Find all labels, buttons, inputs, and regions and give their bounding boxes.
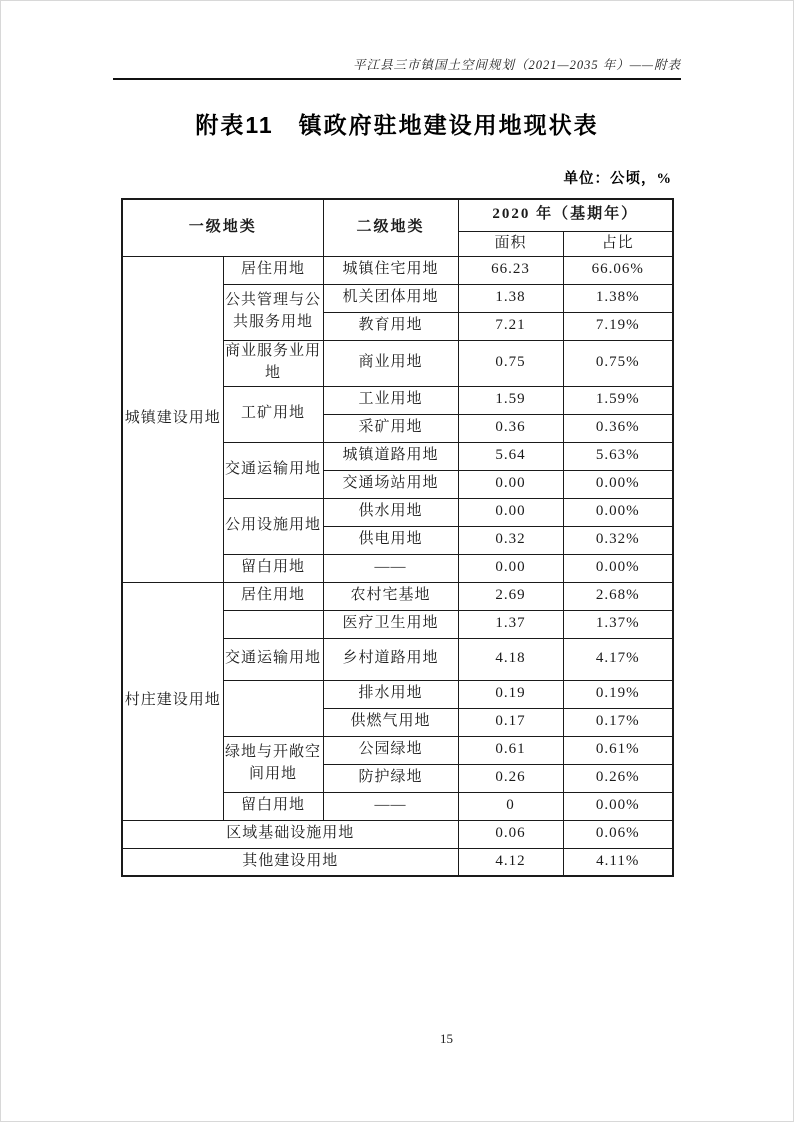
area-cell: 0.00 [458,470,563,498]
summary-label-cell: 区域基础设施用地 [122,820,458,848]
page-title: 附表11 镇政府驻地建设用地现状表 [195,112,599,138]
l2-category-cell: 交通运输用地 [223,638,323,680]
ratio-cell: 4.11% [563,848,673,876]
l2-category-cell: 工矿用地 [223,386,323,442]
l3-category-cell: 排水用地 [323,680,458,708]
ratio-cell: 0.00% [563,498,673,526]
header-l2: 二级地类 [323,199,458,256]
l3-category-cell: —— [323,792,458,820]
l3-category-cell: 公园绿地 [323,736,458,764]
area-cell: 4.12 [458,848,563,876]
area-cell: 0.06 [458,820,563,848]
l2-category-cell [223,610,323,638]
l2-category-cell: 居住用地 [223,582,323,610]
l3-category-cell: 工业用地 [323,386,458,414]
l3-category-cell: —— [323,554,458,582]
area-cell: 4.18 [458,638,563,680]
l3-category-cell: 乡村道路用地 [323,638,458,680]
l2-category-cell: 留白用地 [223,792,323,820]
area-cell: 0.00 [458,554,563,582]
ratio-cell: 7.19% [563,312,673,340]
ratio-cell: 66.06% [563,256,673,284]
ratio-cell: 1.37% [563,610,673,638]
l3-category-cell: 供电用地 [323,526,458,554]
landuse-table [121,198,674,877]
area-cell: 0.17 [458,708,563,736]
l2-category-cell: 公用设施用地 [223,498,323,554]
l2-category-cell: 留白用地 [223,554,323,582]
table-row [122,848,673,876]
l2-category-cell [223,680,323,736]
ratio-cell: 0.19% [563,680,673,708]
l3-category-cell: 医疗卫生用地 [323,610,458,638]
l3-category-cell: 商业用地 [323,340,458,386]
area-cell: 66.23 [458,256,563,284]
area-cell: 2.69 [458,582,563,610]
l2-category-cell: 居住用地 [223,256,323,284]
area-cell: 0 [458,792,563,820]
ratio-cell: 4.17% [563,638,673,680]
ratio-cell: 0.75% [563,340,673,386]
unit-note: 单位：公顷，% [563,171,672,187]
ratio-cell: 0.36% [563,414,673,442]
area-cell: 0.61 [458,736,563,764]
area-cell: 0.19 [458,680,563,708]
area-cell: 0.75 [458,340,563,386]
ratio-cell: 0.00% [563,792,673,820]
ratio-cell: 0.32% [563,526,673,554]
l3-category-cell: 机关团体用地 [323,284,458,312]
area-cell: 7.21 [458,312,563,340]
l2-category-cell: 公共管理与公共服务用地 [223,284,323,340]
ratio-cell: 0.61% [563,736,673,764]
ratio-cell: 1.59% [563,386,673,414]
l3-category-cell: 农村宅基地 [323,582,458,610]
area-cell: 1.38 [458,284,563,312]
header-area: 面积 [458,231,563,256]
l3-category-cell: 教育用地 [323,312,458,340]
ratio-cell: 0.00% [563,554,673,582]
l3-category-cell: 交通场站用地 [323,470,458,498]
ratio-cell: 5.63% [563,442,673,470]
header-rule [113,78,681,80]
area-cell: 0.32 [458,526,563,554]
area-cell: 0.36 [458,414,563,442]
header-l1: 一级地类 [122,199,323,256]
area-cell: 1.37 [458,610,563,638]
l3-category-cell: 防护绿地 [323,764,458,792]
area-cell: 0.00 [458,498,563,526]
l2-category-cell: 绿地与开敞空间用地 [223,736,323,792]
l3-category-cell: 城镇住宅用地 [323,256,458,284]
l1-category-cell: 村庄建设用地 [122,582,223,820]
l3-category-cell: 供水用地 [323,498,458,526]
running-header: 平江县三市镇国土空间规划（2021—2035 年）——附表 [353,58,681,72]
header-year: 2020 年（基期年） [458,199,673,231]
ratio-cell: 1.38% [563,284,673,312]
page-number: 15 [440,1031,453,1046]
ratio-cell: 0.26% [563,764,673,792]
l2-category-cell: 交通运输用地 [223,442,323,498]
ratio-cell: 2.68% [563,582,673,610]
l1-category-cell: 城镇建设用地 [122,256,223,582]
summary-label-cell: 其他建设用地 [122,848,458,876]
area-cell: 0.26 [458,764,563,792]
ratio-cell: 0.17% [563,708,673,736]
table-row [122,582,673,610]
ratio-cell: 0.06% [563,820,673,848]
area-cell: 5.64 [458,442,563,470]
l3-category-cell: 城镇道路用地 [323,442,458,470]
l3-category-cell: 供燃气用地 [323,708,458,736]
table-row [122,820,673,848]
area-cell: 1.59 [458,386,563,414]
table-row [122,256,673,284]
l2-category-cell: 商业服务业用地 [223,340,323,386]
header-ratio: 占比 [563,231,673,256]
l3-category-cell: 采矿用地 [323,414,458,442]
ratio-cell: 0.00% [563,470,673,498]
